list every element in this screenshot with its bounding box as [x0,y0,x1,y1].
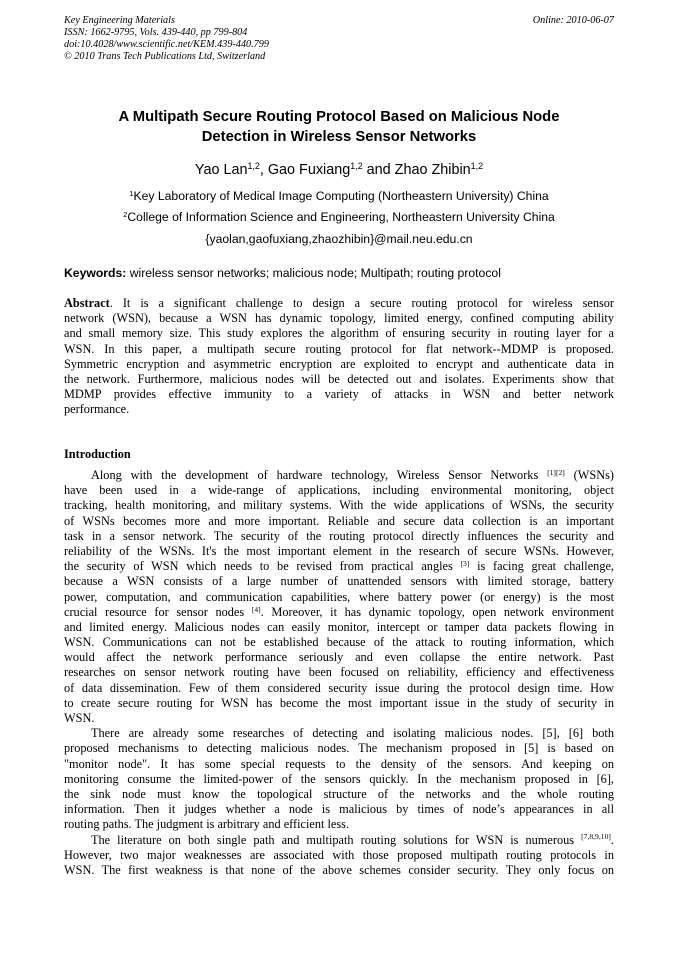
affiliation-text: Key Laboratory of Medical Image Computing (Northeastern University) China [133,189,549,203]
affiliation-mark: 1 [129,188,134,198]
body-line: The literature on both single path and multipath routing solutions for WSN is numerous [7,8,9,10]. [91,832,614,847]
body-line: Along with the development of hardware technology, Wireless Sensor Networks [1][2] (WSNs) [91,468,614,482]
copyright-line: © 2010 Trans Tech Publications Ltd, Switzerland [64,51,266,62]
affiliation-text: College of Information Science and Engineering, Northeastern University China [127,210,555,224]
author-list [64,160,614,180]
body-line: proposed mechanisms to detecting malicious nodes. The mechanism proposed in [5] is based on [64,741,614,756]
body-line: monitoring consume the limited-power of the sensors quickly. In the mechanism proposed in [6], [64,771,614,786]
title-line-1: A Multipath Secure Routing Protocol Based on Malicious Node [118,109,560,125]
body-line: of data dissemination. Few of them considered security issue during the protocol design time. How [64,680,614,695]
citation: [4] [251,604,261,614]
body-line: crucial resource for sensor nodes [4]. Moreover, it has dynamic topology, open network environment [64,604,614,619]
body-line: of WSNs becomes more and more important. Reliable and secure data collection is an important [64,513,614,528]
author-separator: , [259,162,268,178]
author-email[interactable]: {yaolan,gaofuxiang,zhaozhibin}@mail.neu.edu.cn [205,232,473,246]
running-header [64,15,614,63]
affiliation-mark: 2 [123,209,128,219]
author-name: Zhao Zhibin [394,162,471,178]
abstract-line: performance. [64,402,130,417]
abstract-line: WSN. In this paper, a multipath secure routing protocol for flat network--MDMP is proposed. [64,341,614,356]
doi-line: doi:10.4028/www.scientific.net/KEM.439-440.799 [64,39,269,50]
citation: [1][2] [547,468,565,477]
abstract-label: Abstract [64,296,110,310]
section-heading-introduction: Introduction [64,447,131,461]
body-line: There are already some researches of detecting and isolating malicious nodes. [5], [6] both [91,726,614,741]
body-line: because a WSN consists of a large number of unattended sensors with limited storage, battery [64,574,614,589]
author-affiliation-mark: 1,2 [350,161,363,172]
body-line: and limited energy. Malicious nodes can easily monitor, intercept or tamper data packets flowing in [64,619,614,634]
abstract-line: network (WSN), because a WSN has dynamic topology, limited energy, confined computing ability [64,311,614,326]
body-line: have been used in a wide-range of applications, including environmental monitoring, object [64,483,614,498]
body-line: researches on sensor network routing have been focused on reliability, efficiency and effectiveness [64,665,614,680]
affiliation-2 [64,209,614,225]
author-separator: and [362,162,395,178]
journal-name: Key Engineering Materials [64,15,175,26]
body-line: the security of WSN which needs to be revised from practical angles [3] is facing great challenge, [64,559,614,574]
keywords [64,265,614,281]
body-line: would affect the network performance seriously and even collapse the entire network. Past [64,650,614,665]
body-line: task in a sensor network. The security of the routing protocol directly influences the security and [64,528,614,543]
body-line: reliability of the WSNs. It's the most important element in the research of secure WSNs. However, [64,543,614,558]
affiliation-1 [64,188,614,204]
body-line: information. Then it judges whether a node is malicious by times of node’s appearances in all [64,802,614,817]
abstract-line: Symmetric encryption and asymmetric encryption are exploited to encrypt and authenticate data in [64,356,614,371]
author-affiliation-mark: 1,2 [247,161,260,172]
body-line: WSN. [64,711,95,725]
body-line: tracking, health monitoring, and military systems. With the wide applications of WSNs, the security [64,498,614,513]
body-line: power, computation, and communication capabilities, where battery power (or energy) is the most [64,589,614,604]
abstract-line: Abstract. It is a significant challenge to design a secure routing protocol for wireless sensor [64,296,614,310]
issn-line: ISSN: 1662-9795, Vols. 439-440, pp 799-804 [64,27,248,38]
paper-title [64,107,614,147]
citation: [7,8,9,10] [581,832,611,842]
body-line: to create secure routing for WSN has become the most important issue in the study of security in [64,695,614,710]
keywords-text: wireless sensor networks; malicious node; Multipath; routing protocol [129,266,501,280]
body-line: However, two major weaknesses are associated with those proposed multipath routing protocols in [64,847,614,862]
body-line: WSN. The first weakness is that none of the above schemes consider security. They only focus on [64,862,614,877]
author-name: Yao Lan [194,162,248,178]
body-line: WSN. Communications can not be established because of the attack to routing information, which [64,635,614,650]
abstract [64,296,614,418]
abstract-line: the network. Furthermore, malicious nodes will be detected out and isolates. Experiments show that [64,371,614,386]
body-line: routing paths. The judgment is arbitrary and efficient less. [64,817,350,832]
online-date: Online: 2010-06-07 [532,15,614,26]
keywords-label: Keywords: [64,266,127,280]
title-line-2: Detection in Wireless Sensor Networks [201,129,477,145]
citation: [3] [460,559,470,568]
body-line: "monitor node". It has some special requests to the density of the sensors. And keeping on [64,756,614,771]
abstract-line: MDMP provides effective immunity to a variety of attacks in WSN and better network [64,387,614,402]
abstract-line: and small memory size. This study explores the algorithm of ensuring security in routing layer for a [64,326,614,341]
body-line: the sink node must know the topological structure of the networks and the whole routing [64,786,614,801]
author-affiliation-mark: 1,2 [470,161,484,172]
introduction-body [64,468,614,878]
author-name: Gao Fuxiang [267,162,351,178]
